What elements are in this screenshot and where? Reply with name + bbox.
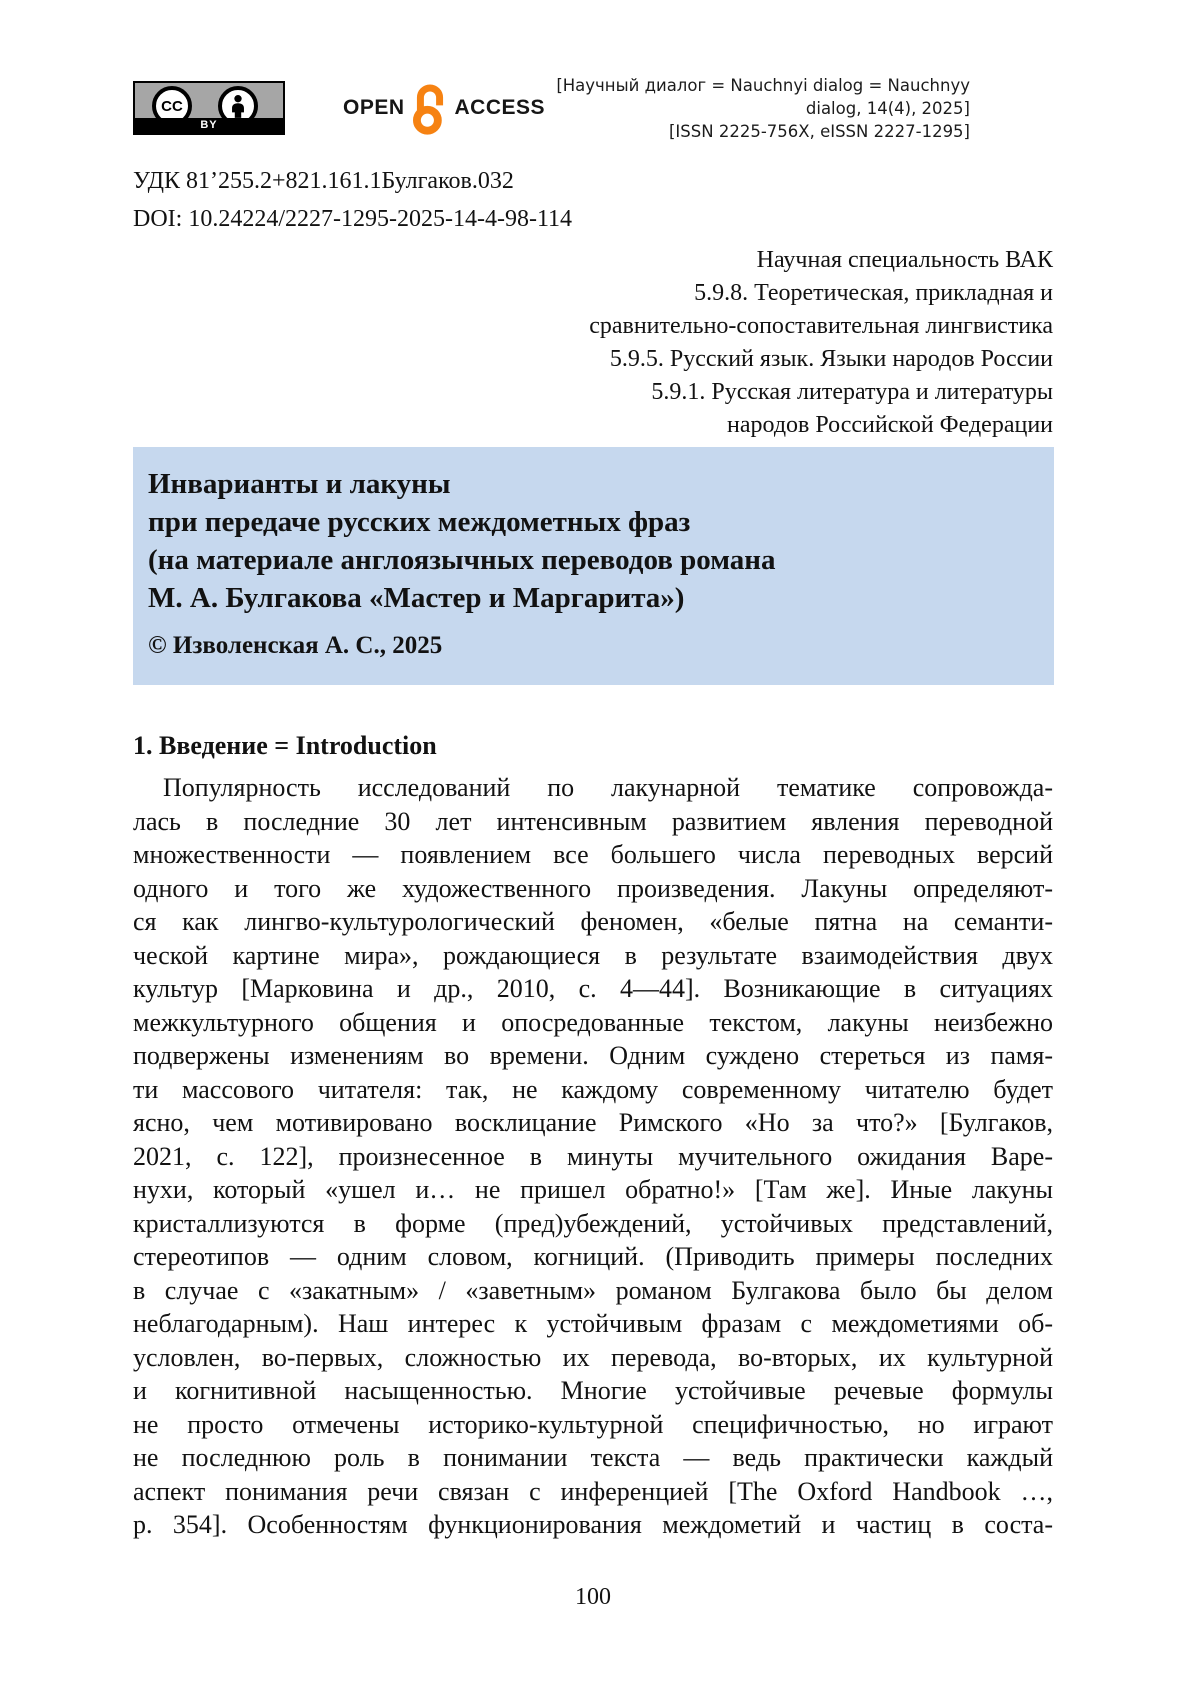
page-number: 100 — [575, 1583, 611, 1610]
body-text-line: и когнитивной насыщенностью. Многие устойчивые речевые формулы — [133, 1376, 1053, 1405]
journal-citation-line: [ISSN 2225-756X, eISSN 2227-1295] — [669, 121, 970, 141]
vak-speciality-line: Научная специальность ВАК — [756, 247, 1053, 273]
body-text-line: в случае с «закатным» / «заветным» романом Булгакова было бы делом — [133, 1275, 1053, 1305]
body-text-line: подвержены изменениям во времени. Одним суждено стереться из памя- — [133, 1041, 1053, 1070]
copyright-line: © Изволенская А. С., 2025 — [148, 632, 443, 659]
body-text-line: ческой картине мира», рождающиеся в результате взаимодействия двух — [133, 940, 1053, 970]
open-access-open-label: OPEN — [343, 96, 405, 119]
cc-by-license-badge — [133, 81, 285, 135]
vak-speciality-line: 5.9.8. Теоретическая, прикладная и — [694, 280, 1053, 306]
section-heading: 1. Введение = Introduction — [133, 731, 437, 760]
body-text-line: межкультурного общения и опосредованные текстом, лакуны неизбежно — [133, 1007, 1053, 1037]
article-title-block — [133, 447, 1054, 685]
vak-speciality-block — [133, 244, 1053, 442]
article-title-line: М. А. Булгакова «Мастер и Маргарита») — [148, 582, 685, 614]
body-text-line: 2021, с. 122], произнесенное в минуты мучительного ожидания Варе- — [133, 1141, 1053, 1171]
body-text-line: аспект понимания речи связан с инференцией [The Oxford Handbook …, — [133, 1476, 1053, 1506]
body-text-line: культур [Марковина и др., 2010, с. 4—44]. Возникающие в ситуациях — [133, 974, 1053, 1003]
article-body — [133, 771, 1053, 1542]
journal-citation-line: [Научный диалог = Nauchnyi dialog = Nauchnyy dialog, 14(4), 2025] — [556, 75, 970, 118]
article-title — [148, 465, 1034, 617]
body-text-line: Популярность исследований по лакунарной тематике сопровожда- — [163, 773, 1053, 802]
doi-code: DOI: 10.24224/2227-1295-2025-14-4-98-114 — [133, 206, 573, 232]
udc-code: УДК 81’255.2+821.161.1Булгаков.032 — [133, 168, 514, 194]
page-header — [133, 0, 1053, 141]
article-title-line: Инварианты и лакуны — [148, 468, 451, 500]
body-text-line: условлен, во-первых, сложностью их перевода, во-вторых, их культурной — [133, 1342, 1053, 1372]
body-text-line: лась в последние 30 лет интенсивным развитием явления переводной — [133, 806, 1053, 836]
open-access-access-label: ACCESS — [454, 96, 546, 119]
body-text-line: множественности — появлением все большего числа переводных версий — [133, 840, 1053, 869]
vak-speciality-line: сравнительно-сопоставительная лингвистика — [589, 313, 1053, 339]
person-icon — [227, 94, 249, 118]
body-text-line: нухи, который «ушел и… не пришел обратно!» [Там же]. Иные лакуны — [133, 1175, 1053, 1204]
body-text-line: неблагодарным). Наш интерес к устойчивым фразам с междометиями об- — [133, 1309, 1053, 1338]
body-text-line: кристаллизуются в форме (пред)убеждений, устойчивых представлений, — [133, 1208, 1053, 1238]
journal-citation — [545, 74, 1053, 143]
article-title-line: (на материале англоязычных переводов романа — [148, 544, 776, 576]
body-text-line: не последнюю роль в понимании текста — ведь практически каждый — [133, 1443, 1053, 1472]
body-text-line: p. 354]. Особенностям функционирования междометий и частиц в соста- — [133, 1510, 1053, 1539]
article-title-line: при передаче русских междометных фраз — [148, 506, 691, 538]
body-text-line: ся как лингво-культурологический феномен, «белые пятна на семанти- — [133, 907, 1053, 936]
open-lock-icon — [409, 81, 451, 135]
cc-by-strip: BY — [135, 118, 283, 133]
page-content — [133, 0, 1053, 1612]
body-text-line: не просто отмечены историко-культурной специфичностью, но играют — [133, 1409, 1053, 1439]
body-text-line: ти массового читателя: так, не каждому современному читателю будет — [133, 1074, 1053, 1104]
open-access-logo — [343, 81, 545, 135]
vak-speciality-line: 5.9.5. Русский язык. Языки народов России — [609, 346, 1053, 372]
body-text-line: одного и того же художественного произведения. Лакуны определяют- — [133, 873, 1053, 903]
vak-speciality-line: 5.9.1. Русская литература и литературы — [651, 379, 1053, 405]
body-text-line: стереотипов — одним словом, когниций. (Приводить примеры последних — [133, 1242, 1053, 1271]
body-text-line: ясно, чем мотивировано восклицание Римского «Но за что?» [Булгаков, — [133, 1108, 1053, 1137]
cc-label: CC — [161, 97, 183, 115]
vak-speciality-line: народов Российской Федерации — [727, 412, 1053, 438]
